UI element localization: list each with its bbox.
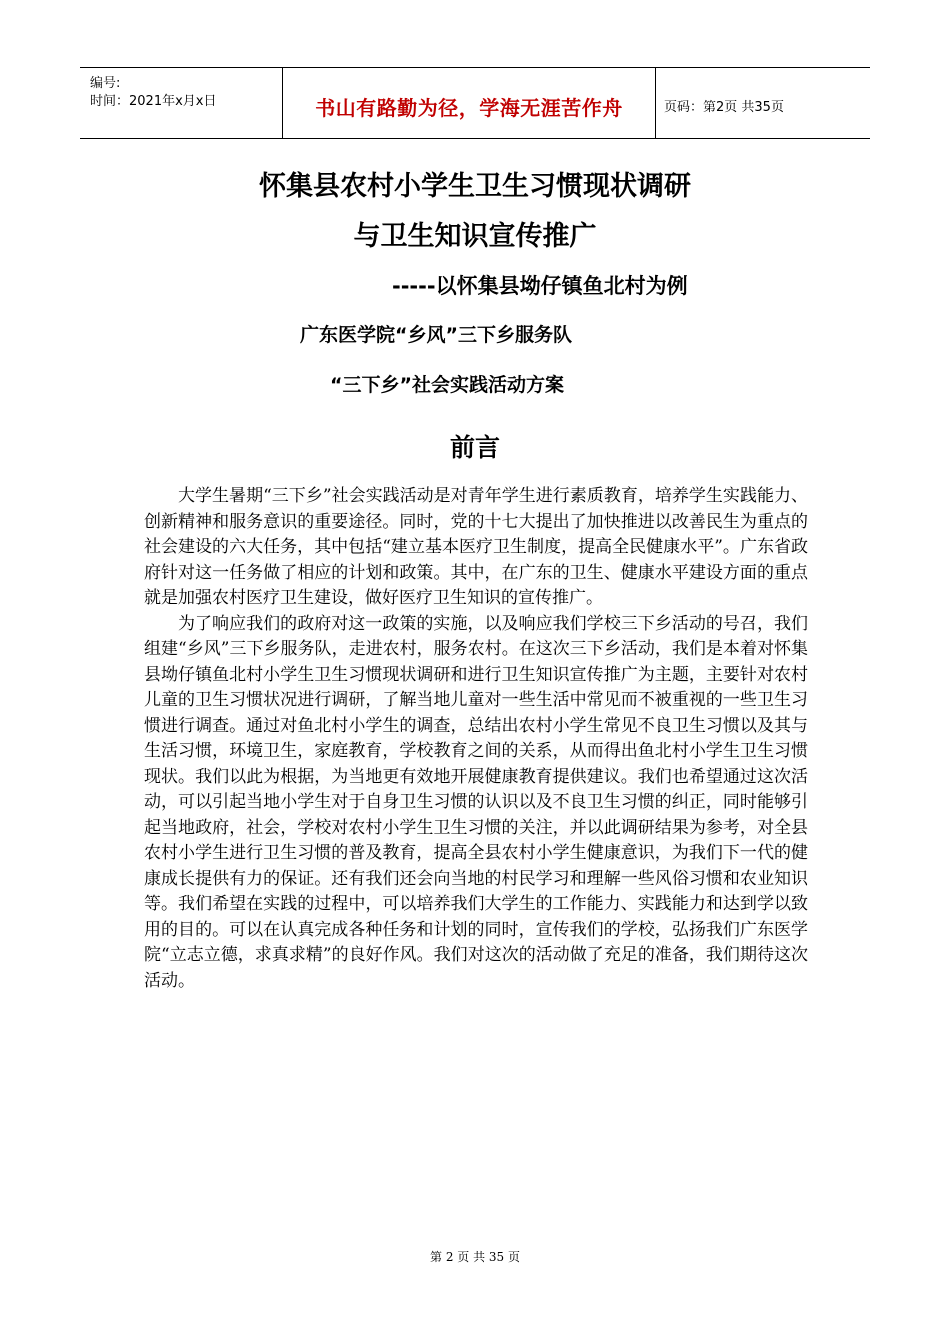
date-label: 时间：2021年x月x日 xyxy=(90,94,217,109)
header-motto: 书山有路勤为径，学海无涯苦作舟 xyxy=(315,96,623,120)
organization-name: 广东医学院“乡风”三下乡服务队 xyxy=(300,324,572,346)
paragraph: 大学生暑期“三下乡”社会实践活动是对青年学生进行素质教育，培养学生实践能力、创新精神和服务意识的重要途径。同时，党的十七大提出了加快推进以改善民生为重点的社会建设的六大任务，其中包括“建立基本医疗卫生制度，提高全民健康水平”。广东省政府针对这一任务做了相应的计划和政策。其中，在广东的卫生、健康水平建设方面的重点就是加强农村医疗卫生建设，做好医疗卫生知识的宣传推广。 xyxy=(144,486,808,608)
document-title-line1: 怀集县农村小学生卫生习惯现状调研 xyxy=(259,171,691,202)
header-page-number: 页码：第2页 共35页 xyxy=(664,100,784,115)
plan-title: “三下乡”社会实践活动方案 xyxy=(330,374,564,396)
document-title-line2: 与卫生知识宣传推广 xyxy=(353,221,597,252)
section-heading-preface: 前言 xyxy=(449,433,500,462)
document-subtitle: -----以怀集县坳仔镇鱼北村为例 xyxy=(392,274,688,298)
header-motto-cell xyxy=(282,68,656,138)
document-header xyxy=(80,67,870,139)
page-footer: 第 2 页 共 35 页 xyxy=(430,1250,520,1264)
paragraph: 为了响应我们的政府对这一政策的实施，以及响应我们学校三下乡活动的号召，我们组建“乡风”三下乡服务队，走进农村，服务农村。在这次三下乡活动，我们是本着对怀集县坳仔镇鱼北村小学生卫生习惯现状调研和进行卫生知识宣传推广为主题，主要针对农村儿童的卫生习惯状况进行调研，了解当地儿童对一些生活中常见而不被重视的一些卫生习惯进行调查。通过对鱼北村小学生的调查，总结出农村小学生常见不良卫生习惯以及其与生活习惯，环境卫生，家庭教育，学校教育之间的关系，从而得出鱼北村小学生卫生习惯现状。我们以此为根据，为当地更有效地开展健康教育提供建议。我们也希望通过这次活动，可以引起当地小学生对于自身卫生习惯的认识以及不良卫生习惯的纠正，同时能够引起当地政府，社会，学校对农村小学生卫生习惯的关注，并以此调研结果为参考，对全县农村小学生进行卫生习惯的普及教育，提高全县农村小学生健康意识，为我们下一代的健康成长提供有力的保证。还有我们还会向当地的村民学习和理解一些风俗习惯和农业知识等。我们希望在实践的过程中，可以培养我们大学生的工作能力、实践能力和达到学以致用的目的。可以在认真完成各种任务和计划的同时，宣传我们的学校，弘扬我们广东医学院“立志立德，求真求精”的良好作风。我们对这次的活动做了充足的准备，我们期待这次活动。 xyxy=(144,613,808,991)
serial-number-label: 编号: xyxy=(90,76,121,91)
header-meta-cell xyxy=(80,68,282,138)
header-page-cell xyxy=(656,68,870,138)
document-body xyxy=(144,484,808,994)
